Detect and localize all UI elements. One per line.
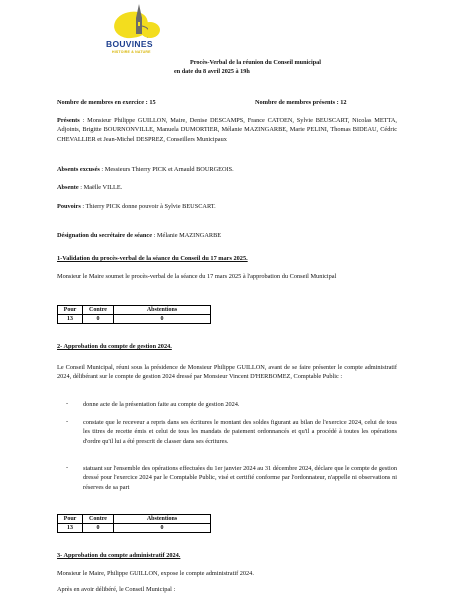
proxies-label: Pouvoirs	[57, 203, 81, 210]
absent-text: : Maëlle VILLE.	[78, 184, 123, 191]
excused-label: Absents excusés	[57, 166, 100, 173]
vote-header-row	[58, 515, 211, 524]
vote-header-abstentions: Abstentions	[114, 515, 211, 524]
absent-label: Absente	[57, 184, 79, 191]
excused-paragraph	[57, 165, 234, 174]
section1-heading: 1-Validation du procès-verbal de la séance du Conseil du 17 mars 2025.	[57, 255, 248, 262]
section2-intro: Le Conseil Municipal, réuni sous la présidence de Monsieur Philippe GUILLON, avant de se faire présenter le compte administratif 2024, délibérant sur le compte de gestion 2024 dressé par Monsieur Vincent D'HERBOMEZ, Comptable Public :	[57, 364, 397, 381]
church-steeple-icon	[130, 4, 148, 40]
section2-bullet-2: constate que le receveur a repris dans ses écritures le montant des soldes figurant au bilan de l'exercice 2024, celui de tous les titres de recette émis et celui de tous les mandats de paiement ordonnancés et qu'il a procédé à toutes les opérations d'ordre qu'il lui a été prescrit de classer dans ses écritures.	[83, 419, 397, 445]
bullet-mark: -	[66, 464, 69, 471]
bouvines-logo	[100, 4, 180, 56]
logo-tagline: HISTOIRE & NATURE	[112, 50, 151, 54]
members-in-office: Nombre de membres en exercice : 15	[57, 99, 156, 106]
vote-value-row	[58, 315, 211, 324]
bullet-mark: -	[66, 418, 69, 425]
presents-text: : Monsieur Philippe GUILLON, Maire, Denise DESCAMPS, France CATOEN, Sylvie BEUSCART, Nicolas METTA, Adjoints, Brigitte BOURNONVILLE, Manuela DUMORTIER, Mélanie MAZINGARBE, Marie PELINI, Thomas BIDEAU, Cédric CHEVALLIER et Jean-Michel DESPREZ, Conseillers Municipaux	[57, 117, 397, 143]
vote-header-pour: Pour	[58, 515, 83, 524]
title-line-1: Procès-Verbal de la réunion du Conseil municipal	[190, 59, 321, 66]
proxies-paragraph	[57, 202, 216, 211]
secretary-label: Désignation du secrétaire de séance	[57, 232, 153, 239]
vote-value-abstentions: 0	[114, 315, 211, 324]
bullet-mark: -	[66, 400, 69, 407]
presents-label: Présents	[57, 117, 80, 124]
vote-value-contre: 0	[83, 315, 114, 324]
section1-text: Monsieur le Maire soumet le procès-verbal de la séance du 17 mars 2025 à l'approbation du Conseil Municipal	[57, 273, 337, 280]
excused-text: : Messieurs Thierry PICK et Arnauld BOURGEOIS.	[99, 166, 234, 173]
vote-header-abstentions: Abstentions	[114, 306, 211, 315]
section3-text-1: Monsieur le Maire, Philippe GUILLON, expose le compte administratif 2024.	[57, 570, 254, 577]
secretary-paragraph	[57, 231, 221, 240]
vote-header-contre: Contre	[83, 306, 114, 315]
absent-paragraph	[57, 183, 122, 192]
vote-value-abstentions: 0	[114, 524, 211, 533]
title-line-2: en date du 8 avril 2025 à 19h	[174, 68, 250, 75]
logo-name: BOUVINES	[106, 39, 153, 49]
vote-value-contre: 0	[83, 524, 114, 533]
section2-vote-table	[57, 514, 211, 533]
section1-vote-table	[57, 305, 211, 324]
section2-bullet-1: donne acte de la présentation faite au compte de gestion 2024.	[83, 401, 240, 408]
vote-header-row	[58, 306, 211, 315]
section3-text-2: Après en avoir délibéré, le Conseil Municipal :	[57, 586, 176, 593]
members-present: Nombre de membres présents : 12	[255, 99, 347, 106]
section3-heading: 3- Approbation du compte administratif 2024.	[57, 552, 181, 559]
secretary-text: : Mélanie MAZINGARBE	[152, 232, 222, 239]
vote-value-pour: 13	[58, 315, 83, 324]
proxies-text: : Thierry PICK donne pouvoir à Sylvie BEUSCART.	[80, 203, 216, 210]
vote-header-contre: Contre	[83, 515, 114, 524]
document-title	[174, 58, 321, 76]
section2-heading: 2- Approbation du compte de gestion 2024.	[57, 343, 172, 350]
section2-bullet-3: statuant sur l'ensemble des opérations effectuées du 1er janvier 2024 au 31 décembre 2024, déclare que le compte de gestion dressé pour l'exercice 2024 par le Comptable Public, visé et certifié conforme par l'ordonnateur, n'appelle ni observations ni réserves de sa part	[83, 465, 397, 491]
vote-value-row	[58, 524, 211, 533]
vote-value-pour: 13	[58, 524, 83, 533]
vote-header-pour: Pour	[58, 306, 83, 315]
presents-paragraph	[57, 116, 397, 144]
